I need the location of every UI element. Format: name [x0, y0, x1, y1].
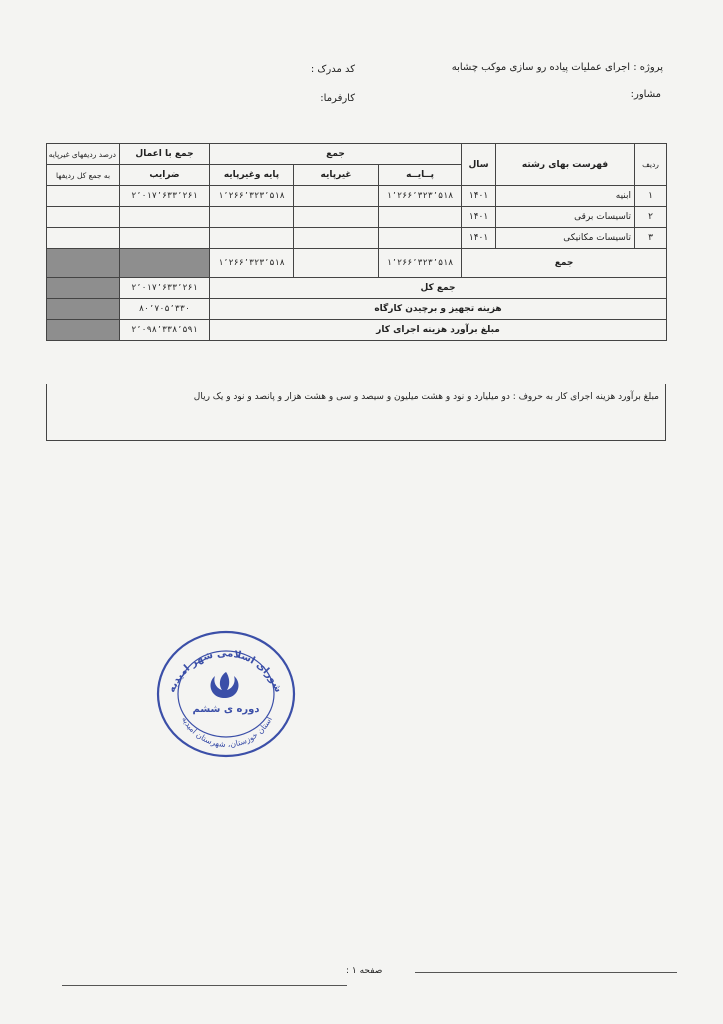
row-nonbase-value — [294, 228, 379, 249]
row-number: ۲ — [635, 207, 667, 228]
col-percent-header-1: درصد ردیفهای غیرپایه — [47, 144, 120, 165]
footer-line-right — [415, 972, 677, 973]
total-both-value: ۱٬۲۶۶٬۳۲۳٬۵۱۸ — [210, 249, 294, 278]
table-row — [47, 228, 667, 249]
official-stamp — [150, 622, 300, 762]
footer-line-left — [62, 985, 347, 986]
row-number: ۳ — [635, 228, 667, 249]
doc-code-label: کد مدرک : — [310, 64, 355, 75]
row-with-tax-value: ۲٬۰۱۷٬۶۳۳٬۲۶۱ — [120, 186, 210, 207]
project-title: پروژه : اجرای عملیات پیاده رو سازی موکب چشابه — [451, 62, 663, 73]
consultant-label: مشاور: — [630, 89, 661, 100]
row-title: ابنیه — [496, 186, 635, 207]
shaded-cell — [120, 249, 210, 278]
page-number: صفحه ۱ : — [346, 966, 383, 976]
table-row — [47, 207, 667, 228]
row-title: تاسیسات مکانیکی — [496, 228, 635, 249]
stamp-emblem-icon — [211, 672, 239, 698]
col-with-tax-header-2: ضرایب — [120, 165, 210, 186]
row-year: ۱۴۰۱ — [462, 186, 496, 207]
row-base-value — [379, 228, 462, 249]
equipment-label: هزینه تجهیز و برچیدن کارگاه — [210, 299, 667, 320]
row-number: ۱ — [635, 186, 667, 207]
total-label: جمع — [462, 249, 667, 278]
col-year-header: سال — [462, 144, 496, 186]
row-with-tax-value — [120, 207, 210, 228]
total-row — [47, 249, 667, 278]
col-both-header: پایه وغیرپایه — [210, 165, 294, 186]
col-percent-header-2: به جمع کل ردیفها — [47, 165, 120, 186]
grand-total-label: جمع کل — [210, 278, 667, 299]
stamp-center-text: دوره ی ششم — [192, 704, 260, 715]
col-sum-header: جمع — [210, 144, 462, 165]
amount-in-words: مبلغ برآورد هزینه اجرای کار به حروف : دو میلیارد و نود و هشت میلیون و سیصد و سی و هشت هزار و پانصد و نود و یک ریال — [193, 392, 659, 402]
col-with-tax-header-1: جمع با اعمال — [120, 144, 210, 165]
row-both-value: ۱٬۲۶۶٬۳۲۳٬۵۱۸ — [210, 186, 294, 207]
row-both-value — [210, 228, 294, 249]
estimate-row — [47, 320, 667, 341]
shaded-cell — [47, 299, 120, 320]
col-row-header: ردیف — [635, 144, 667, 186]
row-percent-value — [47, 228, 120, 249]
col-list-header: فهرست بهای رشته — [496, 144, 635, 186]
amount-in-words-box — [46, 384, 666, 441]
equipment-row — [47, 299, 667, 320]
row-nonbase-value — [294, 207, 379, 228]
stamp-bottom-text: استان خوزستان، شهرستان امیدیه — [180, 715, 274, 750]
estimate-value: ۲٬۰۹۸٬۳۳۸٬۵۹۱ — [120, 320, 210, 341]
shaded-cell — [47, 278, 120, 299]
grand-total-value: ۲٬۰۱۷٬۶۳۳٬۲۶۱ — [120, 278, 210, 299]
row-with-tax-value — [120, 228, 210, 249]
row-title: تاسیسات برقی — [496, 207, 635, 228]
equipment-value: ۸۰٬۷۰۵٬۳۳۰ — [120, 299, 210, 320]
row-base-value — [379, 207, 462, 228]
shaded-cell — [47, 320, 120, 341]
stamp-top-text: شورای اسلامی شهر امیدیه — [166, 648, 284, 695]
estimate-label: مبلغ برآورد هزینه اجرای کار — [210, 320, 667, 341]
grand-total-row — [47, 278, 667, 299]
row-base-value: ۱٬۲۶۶٬۳۲۳٬۵۱۸ — [379, 186, 462, 207]
employer-label: کارفرما: — [320, 93, 355, 104]
shaded-cell — [47, 249, 120, 278]
row-both-value — [210, 207, 294, 228]
row-year: ۱۴۰۱ — [462, 207, 496, 228]
total-nonbase-value — [294, 249, 379, 278]
col-nonbase-header: غیرپایه — [294, 165, 379, 186]
table-row — [47, 186, 667, 207]
total-base-value: ۱٬۲۶۶٬۳۲۳٬۵۱۸ — [379, 249, 462, 278]
col-base-header: پــایــه — [379, 165, 462, 186]
row-percent-value — [47, 186, 120, 207]
row-percent-value — [47, 207, 120, 228]
row-year: ۱۴۰۱ — [462, 228, 496, 249]
row-nonbase-value — [294, 186, 379, 207]
table-header-row-1 — [47, 144, 667, 165]
estimate-table — [46, 143, 667, 341]
